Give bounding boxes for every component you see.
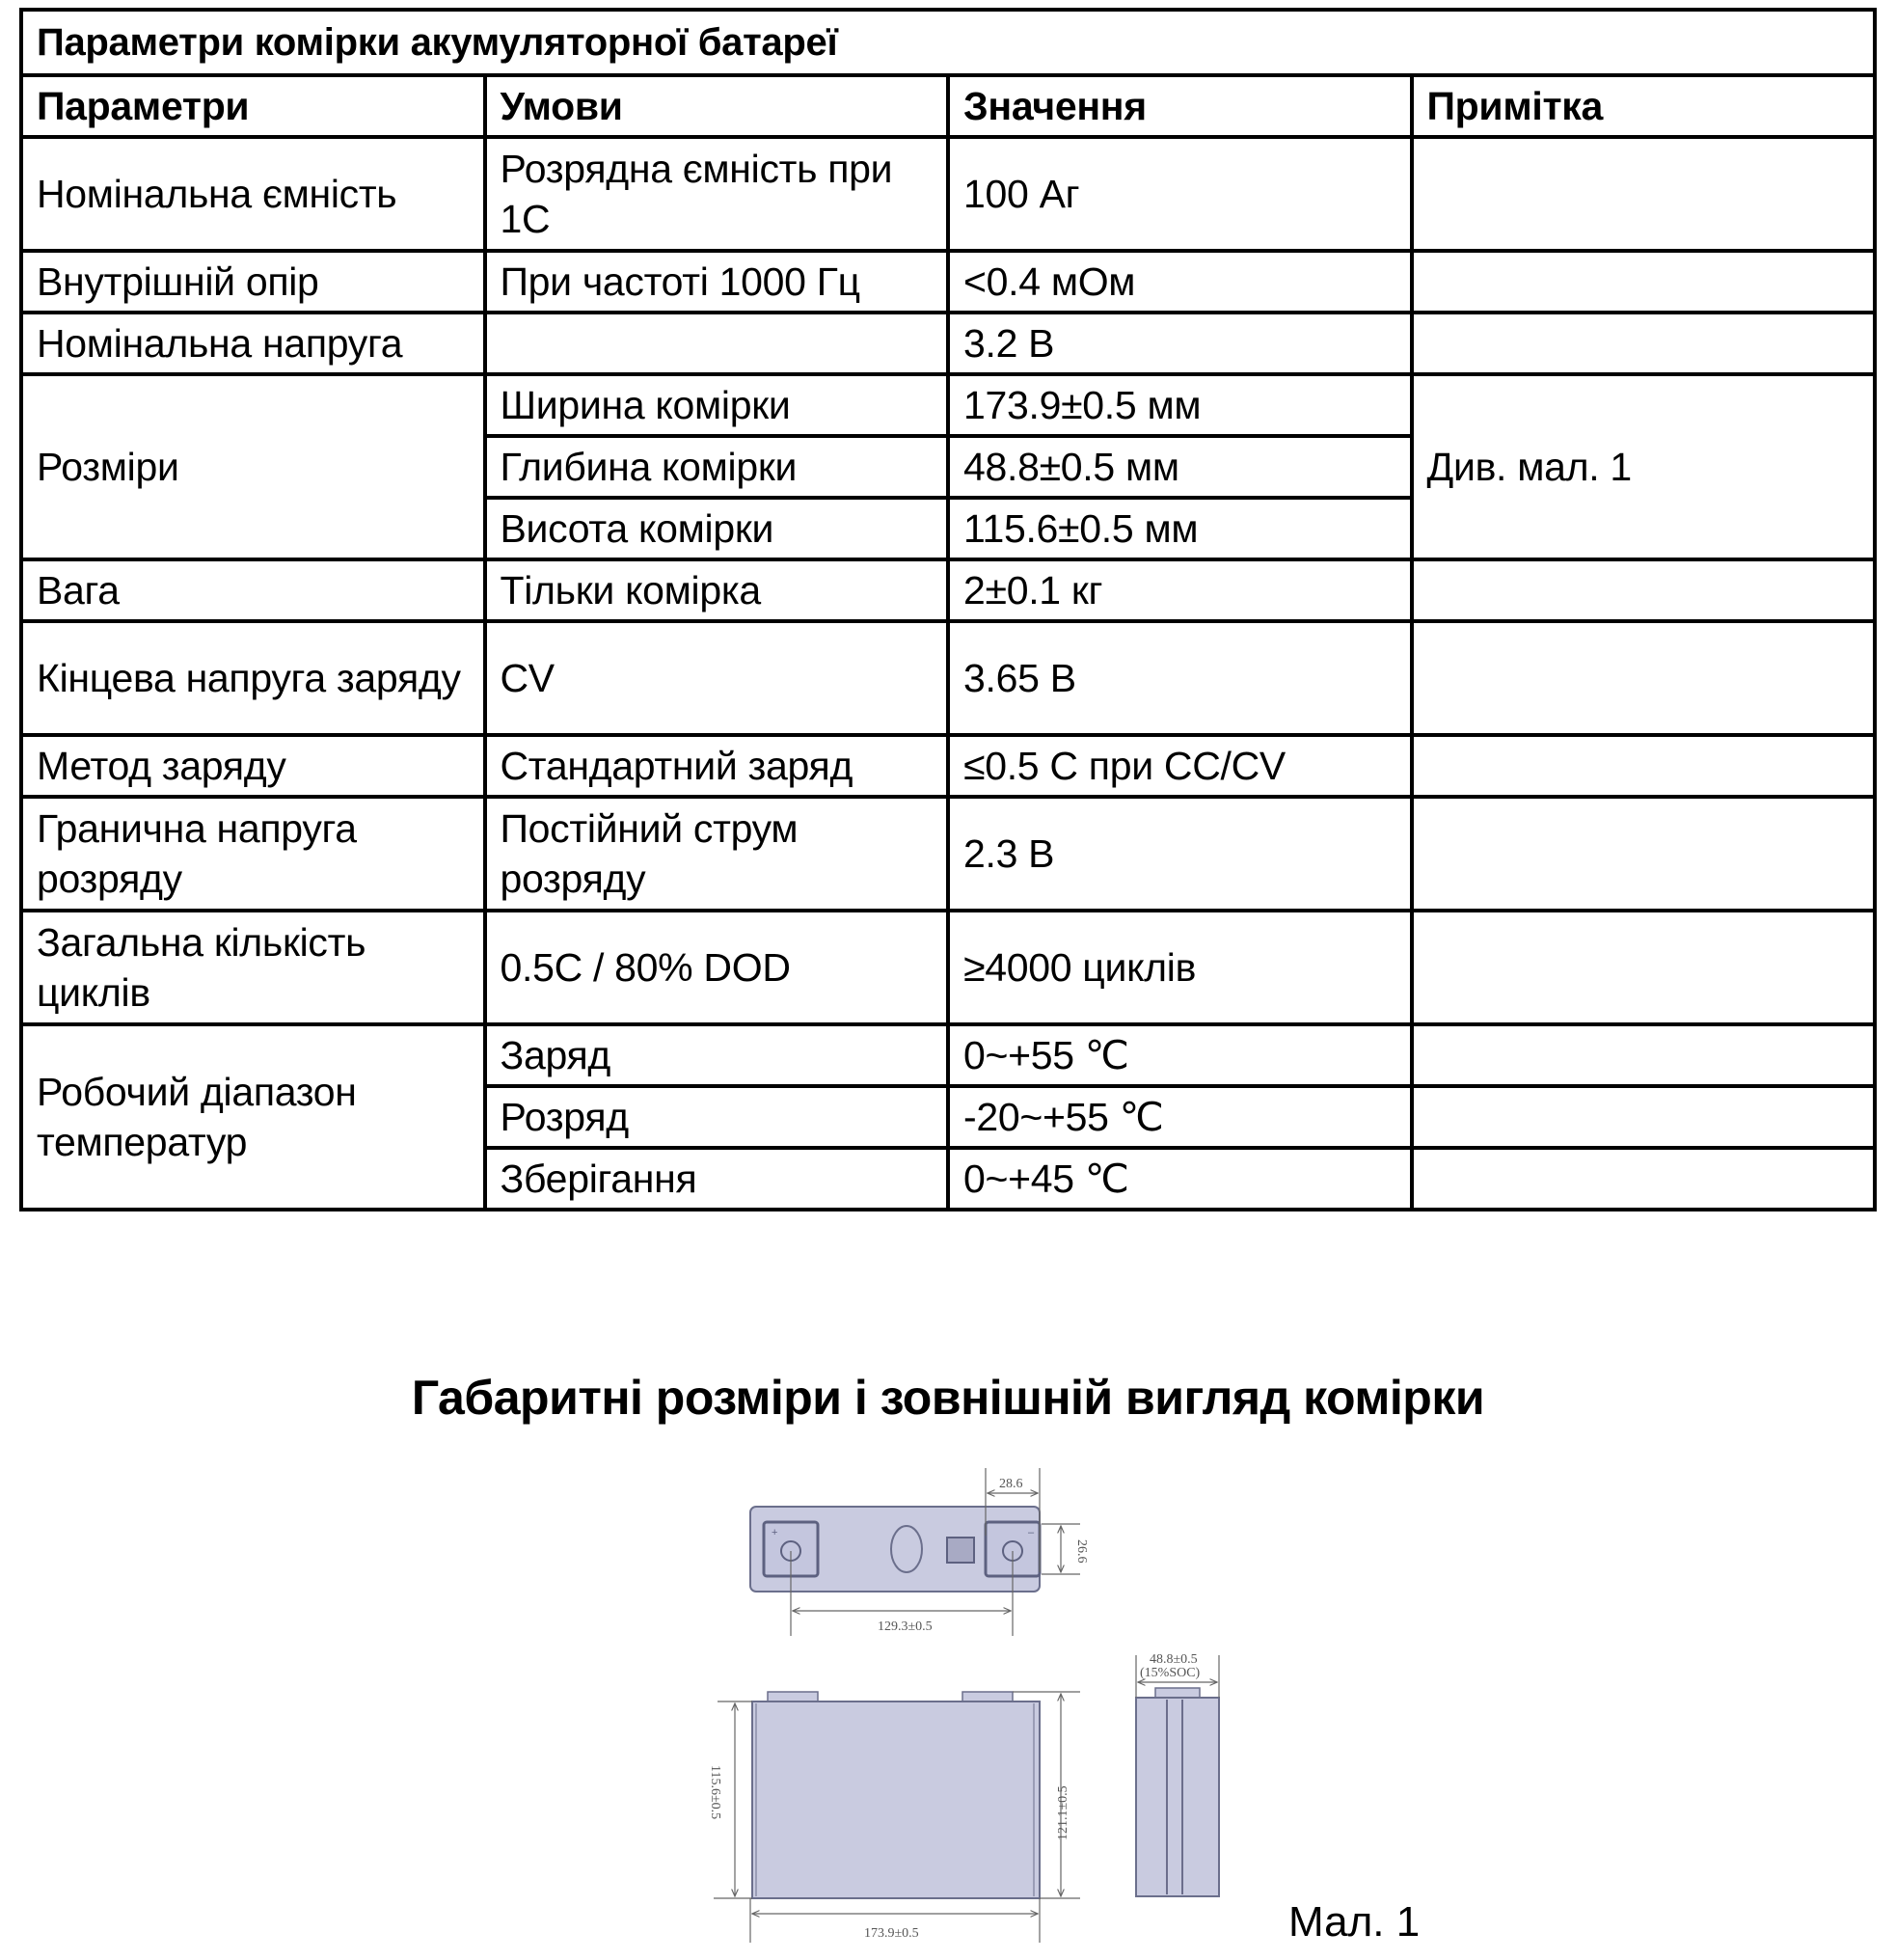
table-row: [21, 735, 1875, 797]
value-cell: ≥4000 циклів: [948, 911, 1412, 1024]
table-row: [21, 911, 1875, 1024]
condition-cell: Ширина комірки: [485, 374, 949, 436]
table-row: [21, 797, 1875, 911]
condition-cell: Зберігання: [485, 1148, 949, 1210]
note-cell: [1412, 911, 1876, 1024]
dim-terminal-spacing: 129.3±0.5: [878, 1620, 933, 1634]
param-cell: Вага: [21, 559, 485, 621]
note-cell: [1412, 1024, 1876, 1086]
plus-icon: +: [772, 1527, 778, 1538]
note-cell: [1412, 313, 1876, 374]
condition-cell: Постійний струм розряду: [485, 797, 949, 911]
condition-cell: 0.5C / 80% DOD: [485, 911, 949, 1024]
header-parameters: Параметри: [21, 75, 485, 137]
battery-cell-parameters-table: [19, 8, 1877, 1211]
param-cell: Розміри: [21, 374, 485, 559]
note-cell: [1412, 559, 1876, 621]
condition-cell: Тільки комірка: [485, 559, 949, 621]
param-cell: Кінцева напруга заряду: [21, 621, 485, 735]
dim-cell-depth: 48.8±0.5: [1150, 1652, 1198, 1667]
dim-cell-depth-note: (15%SOC): [1140, 1666, 1201, 1680]
front-view: [708, 1692, 1080, 1943]
value-cell: -20~+55 ℃: [948, 1086, 1412, 1148]
table-row: [21, 251, 1875, 313]
dim-terminal-height: 26.6: [1074, 1539, 1089, 1564]
table-header-row: [21, 75, 1875, 137]
condition-cell: Висота комірки: [485, 498, 949, 559]
note-cell: [1412, 1148, 1876, 1210]
note-cell: [1412, 735, 1876, 797]
param-cell: Номінальна напруга: [21, 313, 485, 374]
note-cell: [1412, 251, 1876, 313]
figure-heading: Габаритні розміри і зовнішній вигляд комірки: [411, 1371, 1485, 1425]
condition-cell: [485, 313, 949, 374]
cell-dimension-drawing: [675, 1447, 1254, 1960]
param-cell: Гранична напруга розряду: [21, 797, 485, 911]
header-conditions: Умови: [485, 75, 949, 137]
condition-cell: Розряд: [485, 1086, 949, 1148]
table-title-row: [21, 10, 1875, 75]
value-cell: 3.2 В: [948, 313, 1412, 374]
value-cell: 0~+45 ℃: [948, 1148, 1412, 1210]
minus-icon: –: [1028, 1527, 1035, 1538]
condition-cell: CV: [485, 621, 949, 735]
side-view: [1136, 1652, 1219, 1896]
value-cell: 3.65 В: [948, 621, 1412, 735]
param-cell: Робочий діапазон температур: [21, 1024, 485, 1210]
side-terminal: [1155, 1688, 1200, 1698]
table-title: Параметри комірки акумуляторної батареї: [21, 10, 1875, 75]
value-cell: <0.4 мОм: [948, 251, 1412, 313]
dim-cell-height: 115.6±0.5: [708, 1765, 722, 1820]
value-cell: 173.9±0.5 мм: [948, 374, 1412, 436]
front-terminal-left: [768, 1692, 818, 1701]
dim-terminal-width: 28.6: [999, 1477, 1023, 1491]
note-cell: [1412, 797, 1876, 911]
condition-cell: Заряд: [485, 1024, 949, 1086]
value-cell: 2.3 В: [948, 797, 1412, 911]
figure-caption: Мал. 1: [1288, 1898, 1421, 1946]
condition-cell: При частоті 1000 Гц: [485, 251, 949, 313]
value-cell: 2±0.1 кг: [948, 559, 1412, 621]
condition-cell: Глибина комірки: [485, 436, 949, 498]
condition-cell: Розрядна ємність при 1С: [485, 137, 949, 251]
table-row: [21, 374, 1875, 436]
value-cell: ≤0.5 С при CC/CV: [948, 735, 1412, 797]
condition-cell: Стандартний заряд: [485, 735, 949, 797]
value-cell: 48.8±0.5 мм: [948, 436, 1412, 498]
front-view-body: [752, 1701, 1040, 1898]
note-cell: [1412, 137, 1876, 251]
value-cell: 100 Аг: [948, 137, 1412, 251]
note-cell: [1412, 1086, 1876, 1148]
param-cell: Загальна кількість циклів: [21, 911, 485, 1024]
top-view: [750, 1468, 1089, 1636]
table-row: [21, 137, 1875, 251]
header-note: Примітка: [1412, 75, 1876, 137]
value-cell: 0~+55 ℃: [948, 1024, 1412, 1086]
dim-cell-width: 173.9±0.5: [864, 1926, 919, 1941]
drawing-svg: [675, 1447, 1254, 1960]
table-row: [21, 621, 1875, 735]
table-row: [21, 313, 1875, 374]
side-view-body: [1136, 1698, 1219, 1896]
note-cell: [1412, 621, 1876, 735]
param-cell: Метод заряду: [21, 735, 485, 797]
param-cell: Внутрішній опір: [21, 251, 485, 313]
dim-total-height: 121.1±0.5: [1056, 1785, 1070, 1840]
note-cell: Див. мал. 1: [1412, 374, 1876, 559]
table-row: [21, 559, 1875, 621]
table-row: [21, 1024, 1875, 1086]
value-cell: 115.6±0.5 мм: [948, 498, 1412, 559]
label-plate: [947, 1538, 974, 1563]
param-cell: Номінальна ємність: [21, 137, 485, 251]
front-terminal-right: [962, 1692, 1013, 1701]
header-value: Значення: [948, 75, 1412, 137]
